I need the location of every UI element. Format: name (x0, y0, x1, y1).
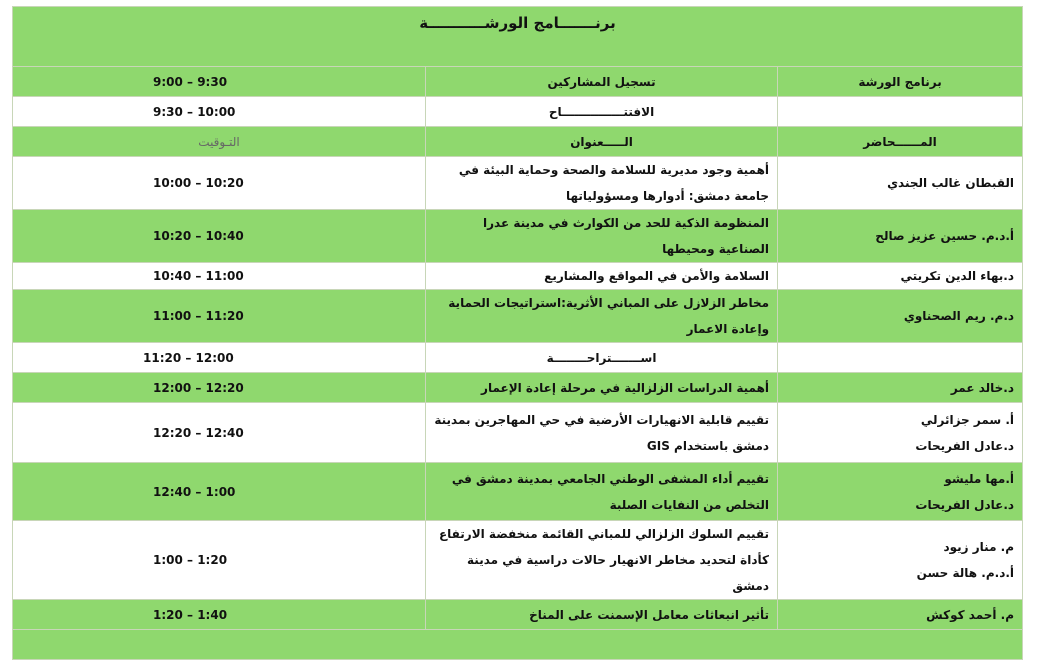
lecturer-name: د.م. ريم الصحناوي (903, 309, 1015, 323)
lecturer-name: أ. سمر جزائرلي (920, 412, 1015, 427)
session-time: 1:20 – 1:40 (13, 600, 426, 630)
lecturer-name: أ.مها مليشو (944, 471, 1015, 486)
session-time: 11:20 – 12:00 (13, 343, 426, 373)
lecturer-name: د.عادل الفريحات (915, 438, 1015, 453)
session-topic: أهمية الدراسات الزلزالية في مرحلة إعادة الإعمار (426, 373, 778, 403)
title-spacer-row (13, 39, 1023, 67)
workshop-program-sheet (12, 6, 1022, 622)
session-time: 12:40 – 1:00 (13, 463, 426, 521)
session-topic: مخاطر الزلازل على المباني الأثرية:استراتيجات الحماية وإعادة الاعمار (426, 290, 778, 343)
session-row (13, 373, 1023, 403)
session-topic: السلامة والأمن في المواقع والمشاريع (426, 263, 778, 290)
lecturer-name: د.بهاء الدين تكريتي (900, 269, 1015, 283)
lecturer-name: د.عادل الفريحات (915, 497, 1015, 512)
opening-row (13, 97, 1023, 127)
session-lecturer (778, 521, 1023, 600)
session-row (13, 463, 1023, 521)
session-row (13, 157, 1023, 210)
lecturer-column-header: المــــــحاضر (778, 127, 1023, 157)
session-topic: تأثير انبعاثات معامل الإسمنت على المناخ (426, 600, 778, 630)
session-row (13, 290, 1023, 343)
registration-time: 9:00 – 9:30 (13, 67, 426, 97)
title-row (13, 7, 1023, 39)
session-lecturer (778, 263, 1023, 290)
lecturer-name: القبطان غالب الجندي (887, 176, 1015, 190)
session-lecturer (778, 157, 1023, 210)
session-lecturer (778, 210, 1023, 263)
session-row (13, 403, 1023, 463)
session-row (13, 600, 1023, 630)
session-topic: أهمية وجود مديرية للسلامة والصحة وحماية البيئة في جامعة دمشق: أدوارها ومسؤولياتها (426, 157, 778, 210)
session-time: 11:00 – 11:20 (13, 290, 426, 343)
lecturer-name: أ.د.م. هالة حسن (916, 566, 1015, 580)
session-time: 10:00 – 10:20 (13, 157, 426, 210)
session-lecturer (778, 403, 1023, 463)
footer-row (13, 630, 1023, 660)
column-header-row (13, 127, 1023, 157)
session-topic: تقييم قابلية الانهيارات الأرضية في حي المهاجرين بمدينة دمشق باستخدام GIS (426, 403, 778, 463)
session-lecturer (778, 343, 1023, 373)
session-lecturer (778, 290, 1023, 343)
session-lecturer (778, 600, 1023, 630)
session-row (13, 210, 1023, 263)
time-column-header: التـوقيت (13, 127, 426, 157)
session-time: 1:00 – 1:20 (13, 521, 426, 600)
topic-column-header: الـــــعنوان (426, 127, 778, 157)
opening-label: الافتتـــــــــــــــاح (426, 97, 778, 127)
session-row (13, 263, 1023, 290)
session-time: 10:20 – 10:40 (13, 210, 426, 263)
lecturer-name: د.خالد عمر (950, 380, 1015, 395)
session-row (13, 343, 1023, 373)
registration-row (13, 67, 1023, 97)
session-lecturer (778, 463, 1023, 521)
lecturer-name: أ.د.م. حسين عزيز صالح (875, 229, 1015, 243)
session-lecturer (778, 373, 1023, 403)
session-row (13, 521, 1023, 600)
session-topic: تقييم السلوك الزلزالي للمباني القائمة منخفضة الارتفاع كأداة لتحديد مخاطر الانهيار حالات دراسية في مدينة دمشق (426, 521, 778, 600)
session-time: 12:20 – 12:40 (13, 403, 426, 463)
session-topic: المنظومة الذكية للحد من الكوارث في مدينة عدرا الصناعية ومحيطها (426, 210, 778, 263)
session-time: 10:40 – 11:00 (13, 263, 426, 290)
session-topic: تقييم أداء المشفى الوطني الجامعي بمدينة دمشق في التخلص من النفايات الصلبة (426, 463, 778, 521)
program-table (12, 6, 1023, 660)
session-time: 12:00 – 12:20 (13, 373, 426, 403)
program-label: برنامج الورشة (778, 67, 1023, 97)
lecturer-name: م. منار زيود (943, 540, 1015, 554)
registration-label: تسجيل المشاركين (426, 67, 778, 97)
lecturer-name: م. أحمد كوكش (926, 607, 1015, 622)
program-title: برنـــــــامج الورشـــــــــــة (13, 7, 1023, 39)
session-rows (13, 157, 1023, 630)
break-label: اســـــــتراحــــــــة (426, 343, 778, 373)
opening-time: 9:30 – 10:00 (13, 97, 426, 127)
